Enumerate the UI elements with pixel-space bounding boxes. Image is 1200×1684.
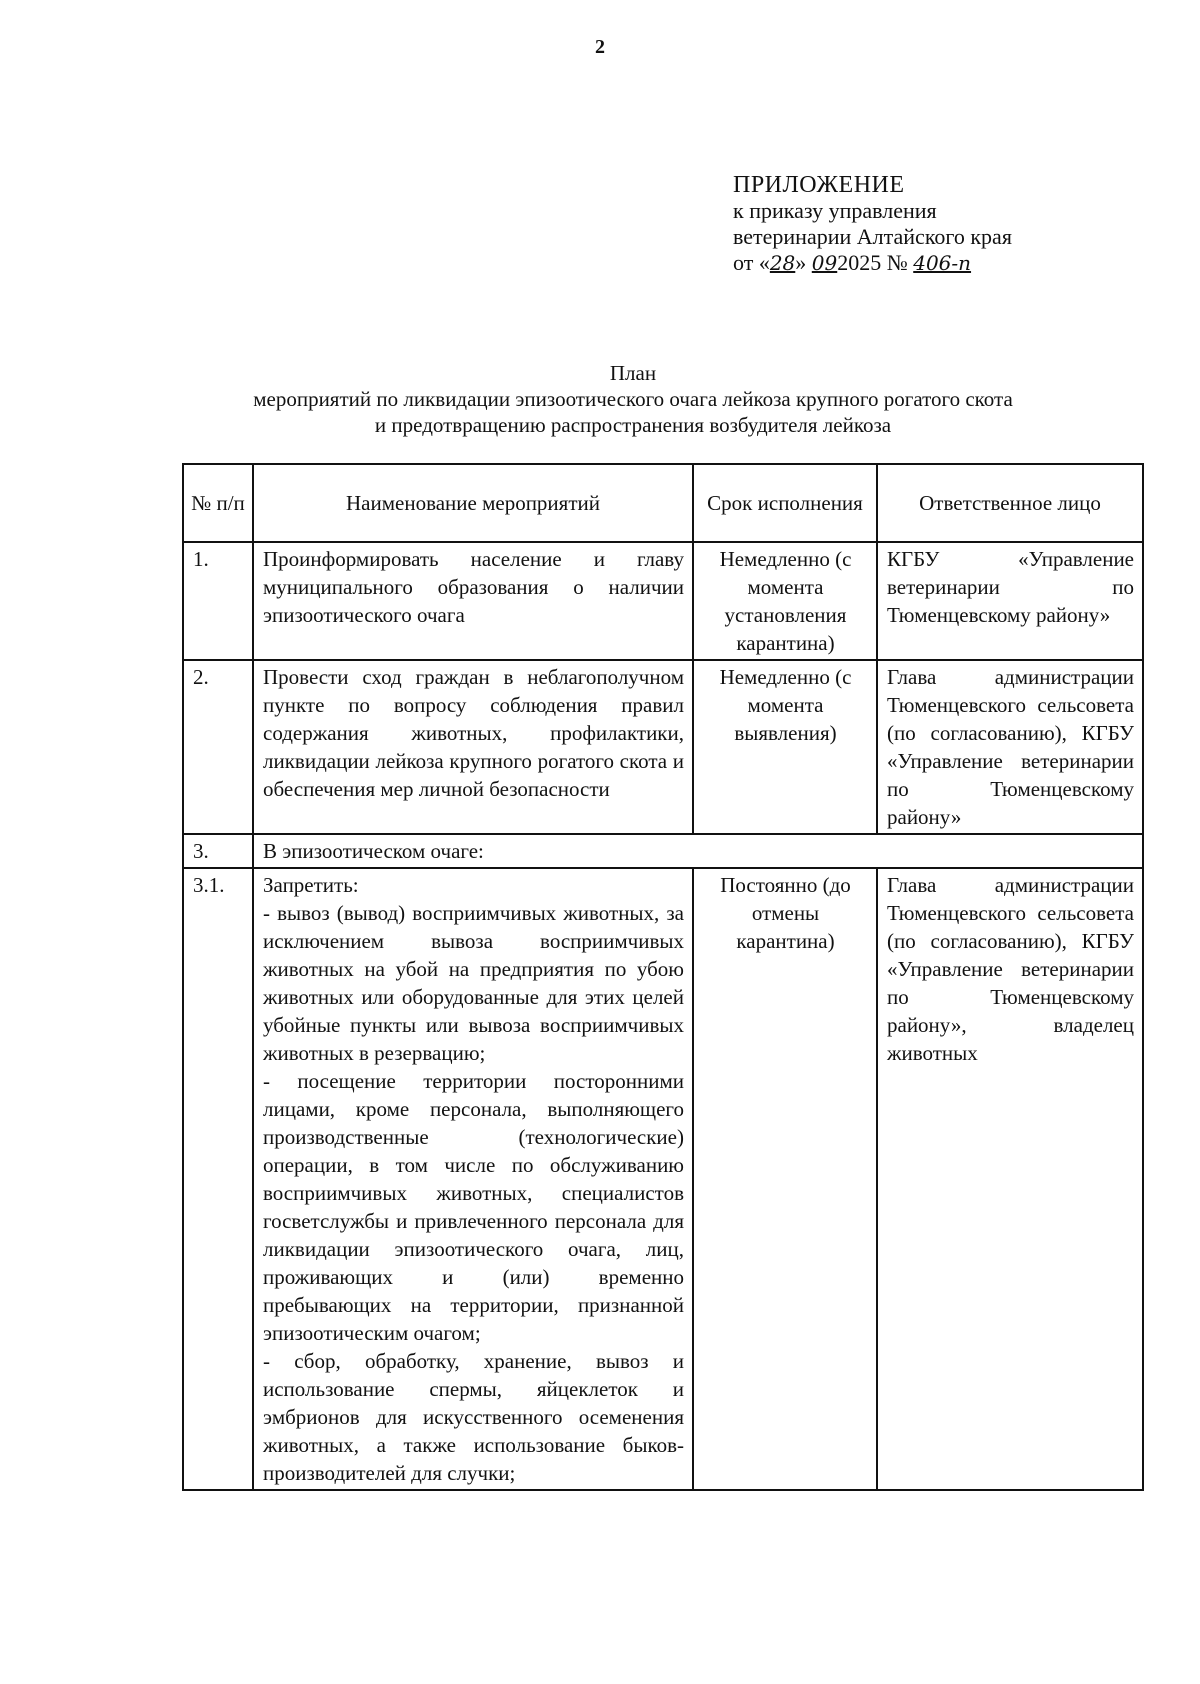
section-title: В эпизоотическом очаге:	[253, 834, 1143, 868]
plan-heading	[150, 360, 1116, 438]
table-section-row	[183, 834, 1143, 868]
appendix-header	[733, 172, 1012, 276]
handwritten-month: 09	[811, 251, 838, 275]
header-term: Срок исполнения	[693, 464, 877, 542]
row-responsible: Глава администрации Тюменцевского сельсовета (по согласованию), КГБУ «Управление ветеринарии по Тюменцевскому району», владелец животных	[877, 868, 1143, 1490]
row-num: 3.	[183, 834, 253, 868]
row-name	[253, 868, 693, 1490]
row-num: 2.	[183, 660, 253, 834]
date-prefix: от «	[733, 250, 770, 275]
row-term: Постоянно (до отмены карантина)	[693, 868, 877, 1490]
handwritten-day: 28	[769, 251, 796, 275]
header-name: Наименование мероприятий	[253, 464, 693, 542]
table-row	[183, 660, 1143, 834]
row-name: Провести сход граждан в неблагополучном пункте по вопросу соблюдения правил содержания животных, профилактики, ликвидации лейкоза крупного рогатого скота и обеспечения мер личной безопасности	[253, 660, 693, 834]
row-name-item: - вывоз (вывод) восприимчивых животных, за исключением вывоза восприимчивых животных на убой на предприятия по убою животных или оборудованные для этих целей убойные пункты или вывоза восприимчивых животных в резервацию;	[263, 901, 684, 1065]
row-term: Немедленно (с момента выявления)	[693, 660, 877, 834]
measures-table	[182, 463, 1144, 1491]
header-num: № п/п	[183, 464, 253, 542]
table-header-row	[183, 464, 1143, 542]
row-name: Проинформировать население и главу муниципального образования о наличии эпизоотического очага	[253, 542, 693, 660]
date-year: 2025 №	[837, 250, 908, 275]
plan-subtitle-line-1: мероприятий по ликвидации эпизоотического очага лейкоза крупного рогатого скота	[253, 387, 1013, 411]
date-mid: »	[795, 250, 812, 275]
plan-subtitle-line-2: и предотвращению распространения возбудителя лейкоза	[374, 413, 892, 437]
table-row	[183, 542, 1143, 660]
row-num: 3.1.	[183, 868, 253, 1490]
header-responsible: Ответственное лицо	[877, 464, 1143, 542]
row-name-intro: Запретить:	[263, 873, 359, 897]
row-term: Немедленно (с момента установления карантина)	[693, 542, 877, 660]
row-name-item: - посещение территории посторонними лицами, кроме персонала, выполняющего производственные (технологические) операции, в том числе по обслуживанию восприимчивых животных, специалистов госветслужбы и привлеченного персонала для ликвидации эпизоотического очага, лиц, проживающих и (или) временно пребывающих на территории, признанной эпизоотическим очагом;	[263, 1069, 684, 1345]
row-name-item: - сбор, обработку, хранение, вывоз и использование спермы, яйцеклеток и эмбрионов для искусственного осеменения животных, а также использование быков-производителей для случки;	[263, 1349, 684, 1485]
handwritten-order-number: 406-п	[913, 251, 972, 275]
table-row	[183, 868, 1143, 1490]
appendix-line-1: к приказу управления	[733, 198, 937, 223]
row-num: 1.	[183, 542, 253, 660]
appendix-title: ПРИЛОЖЕНИЕ	[733, 172, 905, 198]
appendix-line-2: ветеринарии Алтайского края	[733, 224, 1012, 249]
page-number: 2	[595, 36, 605, 58]
plan-title: План	[609, 361, 657, 385]
row-responsible: КГБУ «Управление ветеринарии по Тюменцевскому району»	[877, 542, 1143, 660]
row-responsible: Глава администрации Тюменцевского сельсовета (по согласованию), КГБУ «Управление ветеринарии по Тюменцевскому району»	[877, 660, 1143, 834]
appendix-date-line	[733, 250, 1012, 276]
